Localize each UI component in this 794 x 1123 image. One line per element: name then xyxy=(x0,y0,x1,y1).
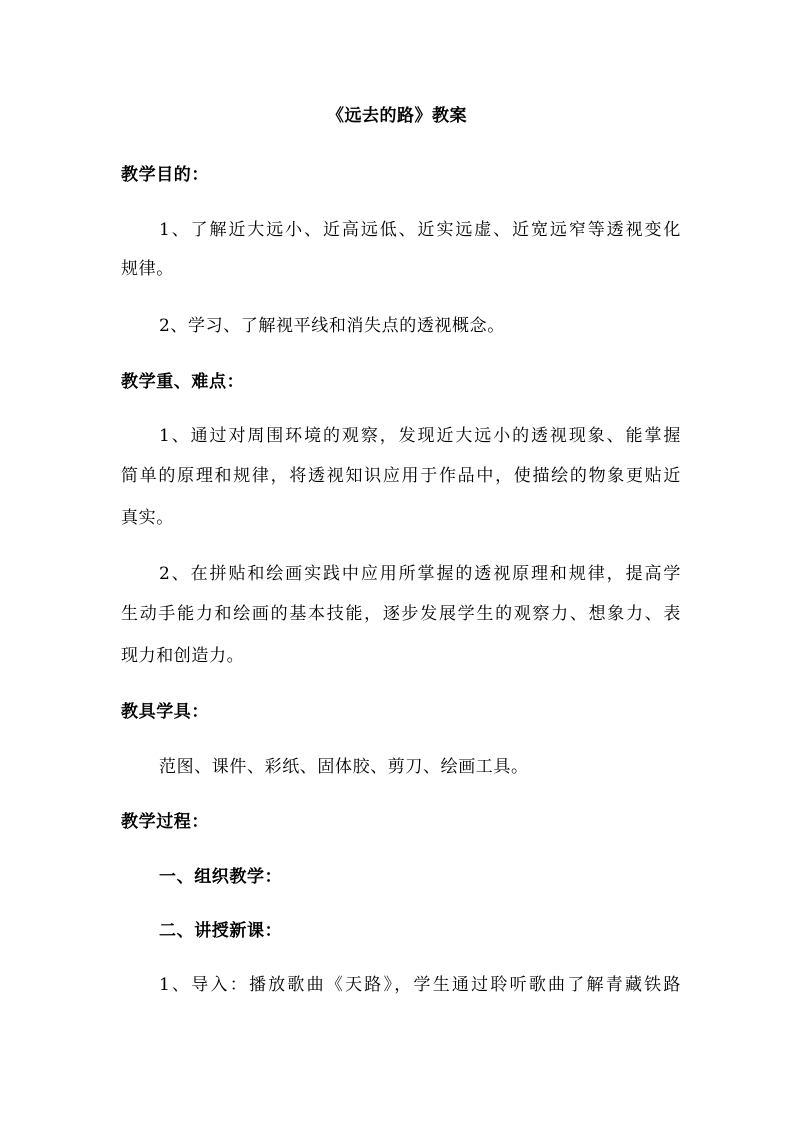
key-points-item1-line3: 真实。 xyxy=(121,508,174,528)
key-points-item2-line3: 现力和创造力。 xyxy=(121,646,245,666)
process-heading: 教学过程： xyxy=(121,812,209,832)
document-title: 《远去的路》教案 xyxy=(327,106,467,126)
process-step2: 二、讲授新课： xyxy=(159,921,283,941)
process-step1: 一、组织教学： xyxy=(159,867,283,887)
key-points-item2-line1: 2、在拼贴和绘画实践中应用所掌握的透视原理和规律，提高学 xyxy=(159,564,681,584)
materials-list: 范图、课件、彩纸、固体胶、剪刀、绘画工具。 xyxy=(159,757,529,777)
key-points-heading: 教学重、难点： xyxy=(121,372,245,392)
objectives-item1-line1: 1、了解近大远小、近高远低、近实远虚、近宽远窄等透视变化 xyxy=(159,220,681,240)
key-points-item2-line2: 生动手能力和绘画的基本技能，逐步发展学生的观察力、想象力、表 xyxy=(121,604,681,624)
objectives-item2: 2、学习、了解视平线和消失点的透视概念。 xyxy=(159,316,505,336)
objectives-item1-line2: 规律。 xyxy=(121,259,174,279)
materials-heading: 教具学具： xyxy=(121,702,209,722)
process-step2-item1: 1、导入：播放歌曲《天路》，学生通过聆听歌曲了解青藏铁路 xyxy=(159,975,681,995)
key-points-item1-line2: 简单的原理和规律，将透视知识应用于作品中，使描绘的物象更贴近 xyxy=(121,466,681,486)
objectives-heading: 教学目的： xyxy=(121,165,209,185)
key-points-item1-line1: 1、通过对周围环境的观察，发现近大远小的透视现象、能掌握 xyxy=(159,426,681,446)
